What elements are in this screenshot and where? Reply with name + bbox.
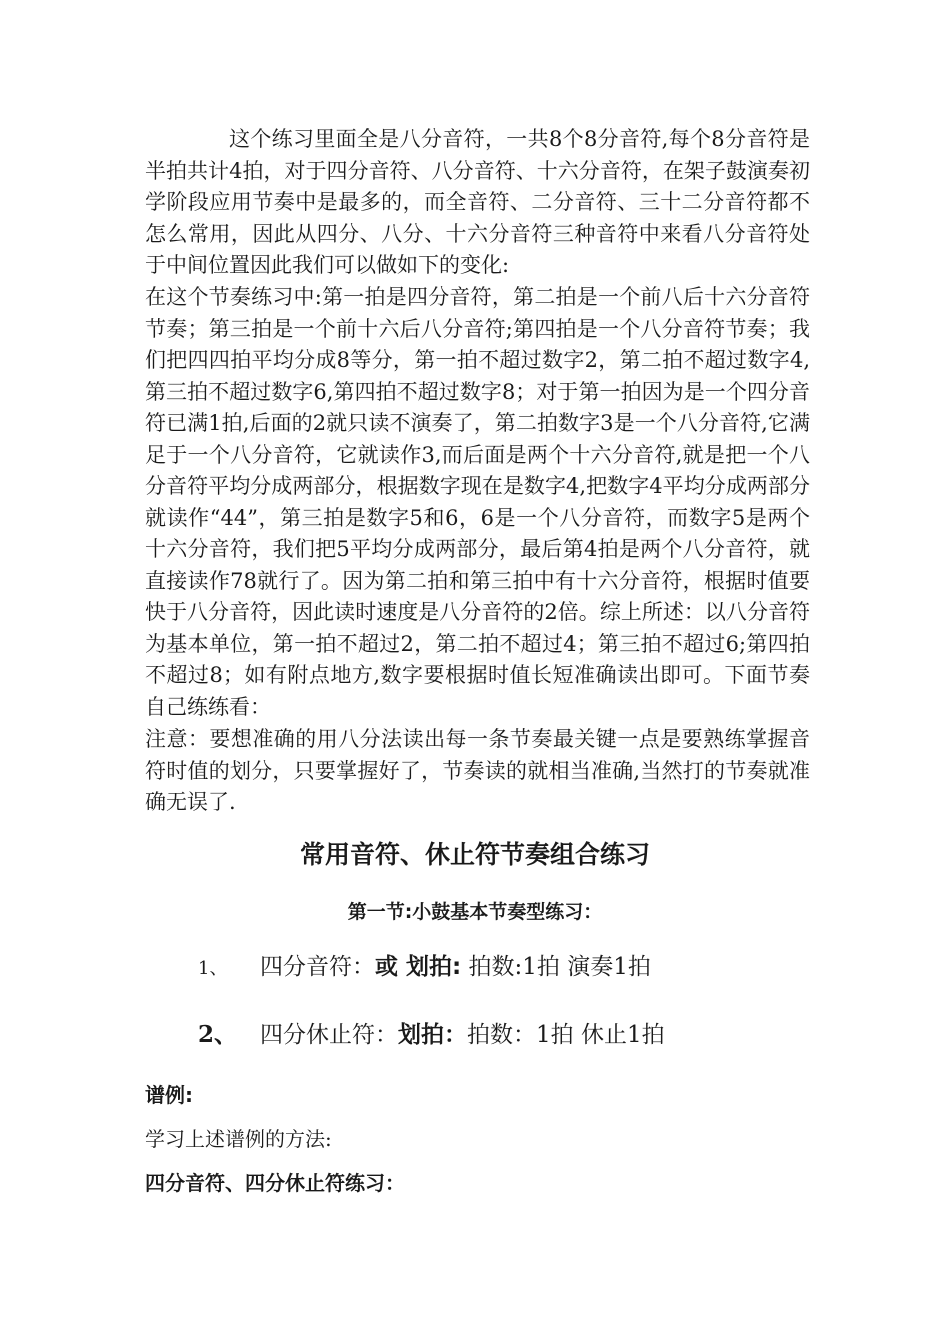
list-rest-text: 拍数:1拍 演奏1拍 [461, 954, 651, 980]
list-bold-text: 划拍： [398, 1022, 467, 1048]
list-item [198, 1018, 818, 1052]
section-heading: 第一节:小鼓基本节奏型练习： [347, 901, 603, 923]
note-paragraph: 注意：要想准确的用八分法读出每一条节奏最关键一点是要熟练掌握音符时值的划分，只要掌握好了，节奏读的就相当准确,当然打的节奏就准确无误了. [145, 727, 810, 814]
list-bold-text: 或 划拍: [375, 954, 462, 980]
explanation-paragraph: 在这个节奏练习中:第一拍是四分音符，第二拍是一个前八后十六分音符节奏；第三拍是一个前十六后八分音符;第四拍是一个八分音符节奏；我们把四四拍平均分成8等分，第一拍不超过数字2，第二拍不超过数字4,第三拍不超过数字6,第四拍不超过数字8；对于第一拍因为是一个四分音符已满1拍,后面的2就只读不演奏了，第二拍数字3是一个八分音符,它满足于一个八分音符，它就读作3,而后面是两个十六分音符,就是把一个八分音符平均分成两部分，根据数字现在是数字4,把数字4平均分成两部分就读作“44”，第三拍是数字5和6，6是一个八分音符，而数字5是两个十六分音符，我们把5平均分成两部分，最后第4拍是两个八分音符，就直接读作78就行了。因为第二拍和第三拍中有十六分音符，根据时值要快于八分音符，因此读时速度是八分音符的2倍。综上所述：以八分音符为基本单位，第一拍不超过2，第二拍不超过4；第三拍不超过6;第四拍不超过8；如有附点地方,数字要根据时值长短准确读出即可。下面节奏自己练练看： [145, 285, 810, 719]
list-number: 2、 [198, 1021, 238, 1048]
list-label: 四分音符： [260, 954, 375, 980]
intro-paragraph: 这个练习里面全是八分音符，一共8个8分音符,每个8分音符是半拍共计4拍，对于四分音符、八分音符、十六分音符，在架子鼓演奏初学阶段应用节奏中是最多的，而全音符、二分音符、三十二分音符都不怎么常用，因此从四分、八分、十六分音符三种音符中来看八分音符处于中间位置因此我们可以做如下的变化: [145, 127, 810, 277]
main-heading: 常用音符、休止符节奏组合练习 [299, 840, 650, 869]
list-rest-text: 拍数：1拍 休止1拍 [467, 1022, 665, 1048]
list-label: 四分休止符： [260, 1022, 398, 1048]
example-label: 谱例: [145, 1083, 193, 1107]
practice-label: 四分音符、四分休止符练习： [145, 1171, 405, 1195]
method-label: 学习上述谱例的方法: [145, 1127, 332, 1151]
list-number: 1、 [198, 958, 228, 979]
list-item [198, 950, 818, 986]
